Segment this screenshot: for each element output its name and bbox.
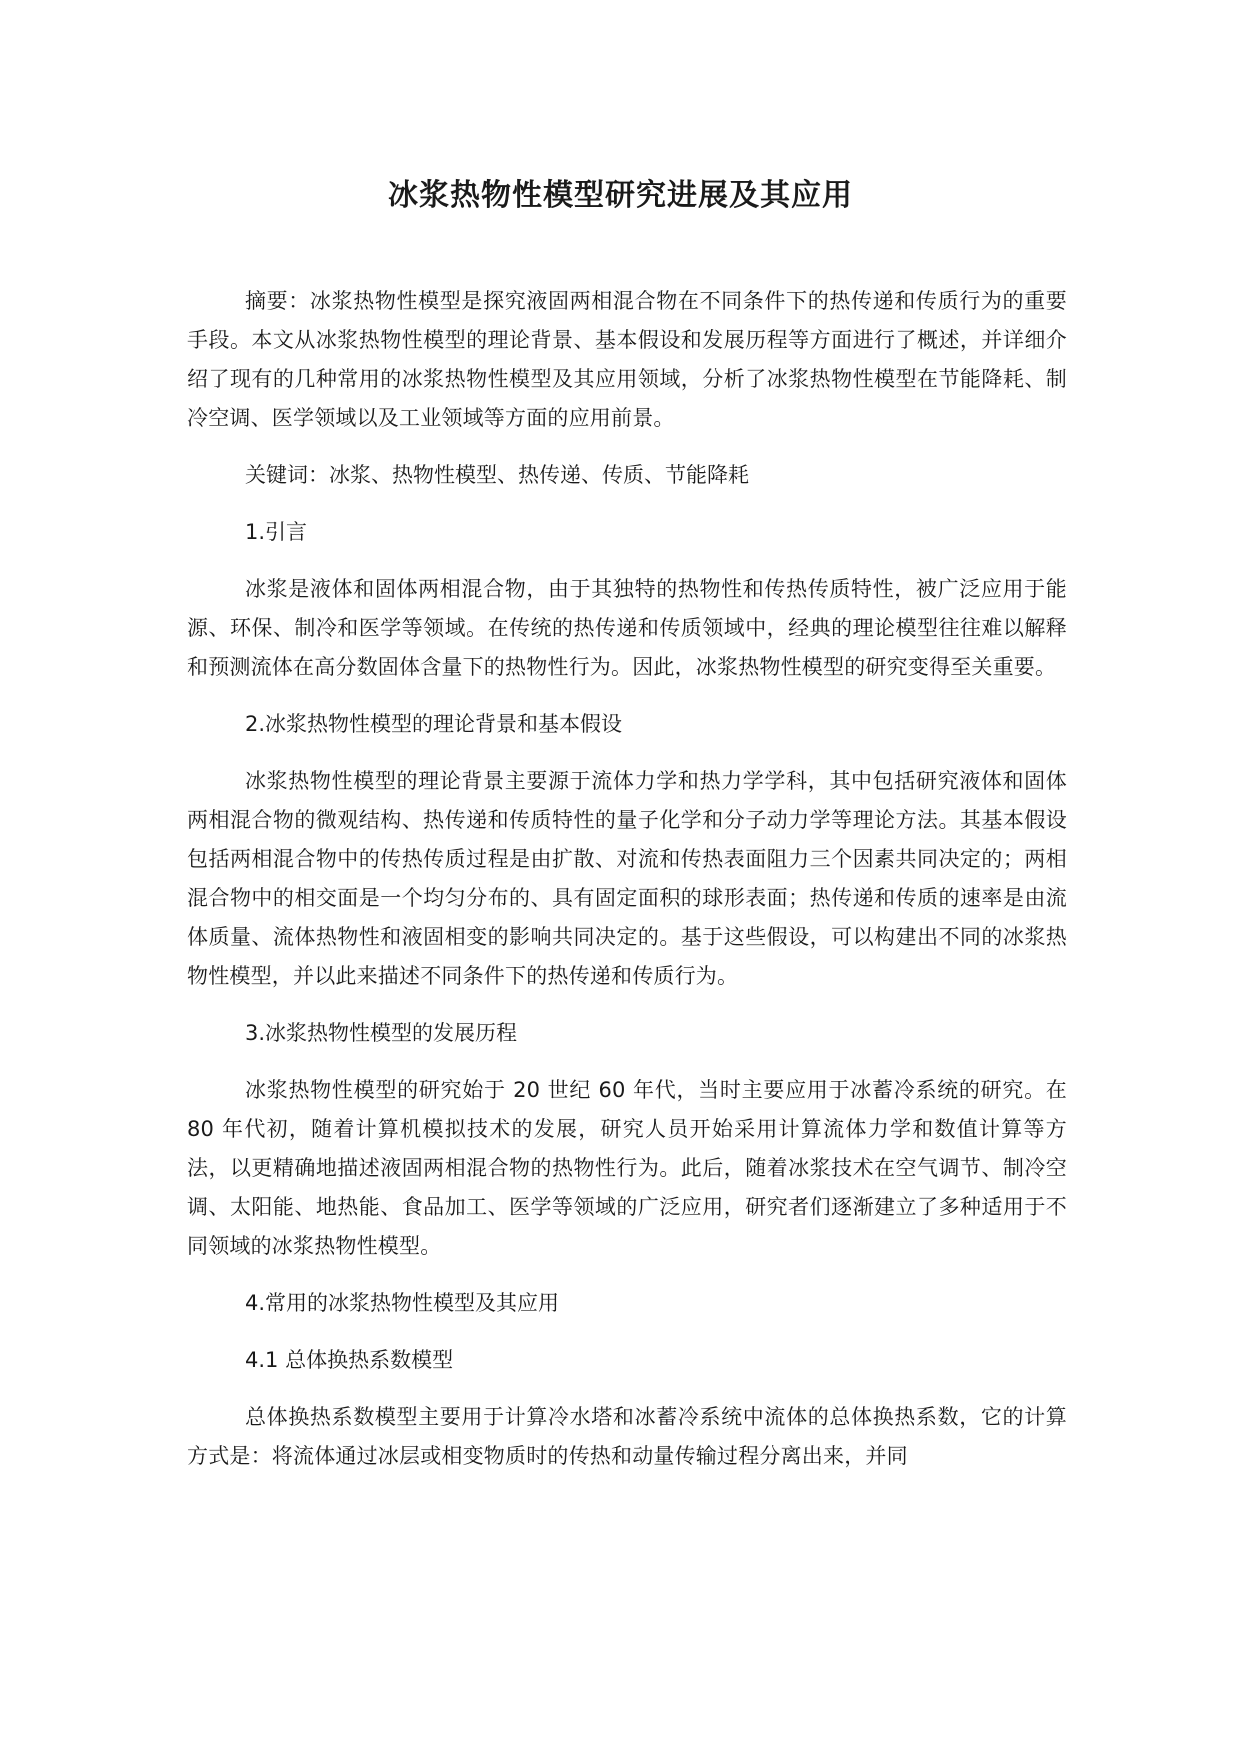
section-paragraph-introduction: 冰浆是液体和固体两相混合物，由于其独特的热物性和传热传质特性，被广泛应用于能源、环保、制冷和医学等领域。在传统的热传递和传质领域中，经典的理论模型往往难以解释和预测流体在高分数固体含量下的热物性行为。因此，冰浆热物性模型的研究变得至关重要。 (187, 577, 1067, 679)
keywords-line: 关键词：冰浆、热物性模型、热传递、传质、节能降耗 (245, 463, 749, 487)
subsection-heading-overall-coefficient: 4.1 总体换热系数模型 (245, 1348, 454, 1372)
section-heading-history: 3.冰浆热物性模型的发展历程 (245, 1021, 518, 1045)
section-heading-theory: 2.冰浆热物性模型的理论背景和基本假设 (245, 712, 623, 736)
section-paragraph-history: 冰浆热物性模型的研究始于 20 世纪 60 年代，当时主要应用于冰蓄冷系统的研究。在 80 年代初，随着计算机模拟技术的发展，研究人员开始采用计算流体力学和数值计算等方法，以更精确地描述液固两相混合物的热物性行为。此后，随着冰浆技术在空气调节、制冷空调、太阳能、地热能、食品加工、医学等领域的广泛应用，研究者们逐渐建立了多种适用于不同领域的冰浆热物性模型。 (187, 1078, 1067, 1258)
abstract-paragraph: 摘要：冰浆热物性模型是探究液固两相混合物在不同条件下的热传递和传质行为的重要手段。本文从冰浆热物性模型的理论背景、基本假设和发展历程等方面进行了概述，并详细介绍了现有的几种常用的冰浆热物性模型及其应用领域，分析了冰浆热物性模型在节能降耗、制冷空调、医学领域以及工业领域等方面的应用前景。 (187, 289, 1067, 430)
document-title: 冰浆热物性模型研究进展及其应用 (388, 178, 853, 213)
subsection-paragraph-overall-coefficient: 总体换热系数模型主要用于计算冷水塔和冰蓄冷系统中流体的总体换热系数，它的计算方式是：将流体通过冰层或相变物质时的传热和动量传输过程分离出来，并同 (187, 1405, 1067, 1468)
section-heading-introduction: 1.引言 (245, 520, 308, 544)
section-heading-common-models: 4.常用的冰浆热物性模型及其应用 (245, 1291, 560, 1315)
document-body (187, 282, 1067, 1494)
section-paragraph-theory: 冰浆热物性模型的理论背景主要源于流体力学和热力学学科，其中包括研究液体和固体两相混合物的微观结构、热传递和传质特性的量子化学和分子动力学等理论方法。其基本假设包括两相混合物中的传热传质过程是由扩散、对流和传热表面阻力三个因素共同决定的；两相混合物中的相交面是一个均匀分布的、具有固定面积的球形表面；热传递和传质的速率是由流体质量、流体热物性和液固相变的影响共同决定的。基于这些假设，可以构建出不同的冰浆热物性模型，并以此来描述不同条件下的热传递和传质行为。 (187, 769, 1067, 988)
